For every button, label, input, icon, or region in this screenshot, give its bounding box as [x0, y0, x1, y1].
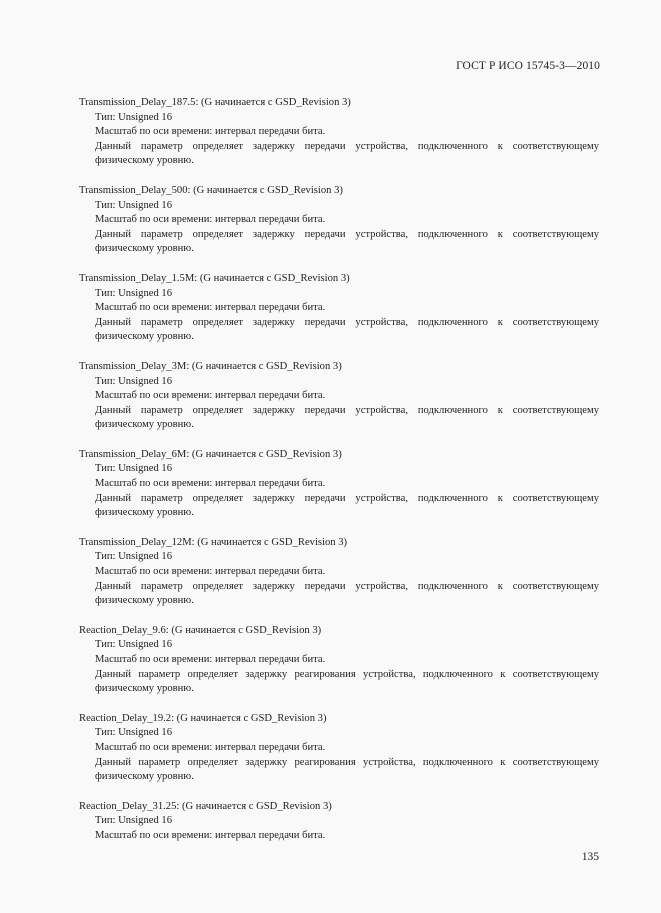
parameter-description: Данный параметр определяет задержку реагирования устройства, подключенного к соответствующему [95, 668, 599, 680]
parameter-title: Transmission_Delay_12M: (G начинается с GSD_Revision 3) [79, 536, 348, 548]
parameter-type: Тип: Unsigned 16 [95, 551, 172, 563]
parameter-description: Данный параметр определяет задержку передачи устройства, подключенного к соответствующему [95, 228, 599, 240]
parameter-entry [79, 96, 599, 169]
parameter-scale: Масштаб по оси времени: интервал передачи бита. [95, 302, 326, 314]
parameter-entry [79, 536, 599, 609]
parameter-scale: Масштаб по оси времени: интервал передачи бита. [95, 478, 326, 490]
parameter-scale: Масштаб по оси времени: интервал передачи бита. [95, 566, 326, 578]
parameter-type: Тип: Unsigned 16 [95, 111, 172, 123]
parameter-type: Тип: Unsigned 16 [95, 727, 172, 739]
parameter-description-cont: физическому уровню. [95, 331, 194, 343]
parameter-entry [79, 448, 599, 521]
parameter-entry [79, 184, 599, 257]
parameter-description-cont: физическому уровню. [95, 683, 194, 695]
parameter-entry [79, 272, 599, 345]
parameter-list [79, 96, 599, 859]
parameter-title: Reaction_Delay_31.25: (G начинается с GSD_Revision 3) [79, 800, 332, 812]
parameter-scale: Масштаб по оси времени: интервал передачи бита. [95, 214, 326, 226]
parameter-scale: Масштаб по оси времени: интервал передачи бита. [95, 654, 326, 665]
parameter-entry [79, 712, 599, 785]
parameter-title: Transmission_Delay_1.5M: (G начинается с GSD_Revision 3) [79, 272, 350, 284]
parameter-title: Transmission_Delay_500: (G начинается с GSD_Revision 3) [79, 184, 343, 196]
parameter-type: Тип: Unsigned 16 [95, 287, 172, 299]
parameter-type: Тип: Unsigned 16 [95, 463, 172, 475]
parameter-type: Тип: Unsigned 16 [95, 199, 172, 211]
parameter-description-cont: физическому уровню. [95, 155, 194, 167]
parameter-scale: Масштаб по оси времени: интервал передачи бита. [95, 829, 326, 841]
parameter-description: Данный параметр определяет задержку передачи устройства, подключенного к соответствующему [95, 316, 599, 328]
parameter-title: Transmission_Delay_6M: (G начинается с GSD_Revision 3) [79, 448, 342, 460]
parameter-description-cont: физическому уровню. [95, 243, 194, 255]
parameter-entry [79, 624, 599, 697]
parameter-description-cont: физическому уровню. [95, 419, 194, 431]
parameter-scale: Масштаб по оси времени: интервал передачи бита. [95, 741, 326, 753]
parameter-title: Transmission_Delay_187.5: (G начинается с GSD_Revision 3) [79, 97, 351, 108]
parameter-scale: Масштаб по оси времени: интервал передачи бита. [95, 126, 326, 138]
parameter-description: Данный параметр определяет задержку передачи устройства, подключенного к соответствующему [95, 492, 599, 504]
parameter-description: Данный параметр определяет задержку передачи устройства, подключенного к соответствующему [95, 580, 599, 592]
parameter-entry [79, 800, 599, 844]
parameter-type: Тип: Unsigned 16 [95, 375, 172, 387]
page-number: 135 [581, 851, 599, 863]
parameter-description: Данный параметр определяет задержку передачи устройства, подключенного к соответствующему [95, 404, 599, 416]
parameter-entry [79, 360, 599, 433]
parameter-title: Reaction_Delay_19.2: (G начинается с GSD_Revision 3) [79, 712, 327, 724]
parameter-description-cont: физическому уровню. [95, 507, 194, 519]
parameter-type: Тип: Unsigned 16 [95, 815, 172, 827]
parameter-title: Reaction_Delay_9.6: (G начинается с GSD_Revision 3) [79, 624, 322, 636]
parameter-description-cont: физическому уровню. [95, 595, 194, 607]
parameter-type: Тип: Unsigned 16 [95, 639, 172, 651]
parameter-description: Данный параметр определяет задержку реагирования устройства, подключенного к соответствующему [95, 756, 599, 768]
parameter-title: Transmission_Delay_3M: (G начинается с GSD_Revision 3) [79, 360, 342, 372]
parameter-scale: Масштаб по оси времени: интервал передачи бита. [95, 390, 326, 402]
parameter-description-cont: физическому уровню. [95, 771, 194, 783]
parameter-description: Данный параметр определяет задержку передачи устройства, подключенного к соответствующему [95, 140, 599, 152]
document-header: ГОСТ Р ИСО 15745-3—2010 [456, 60, 600, 72]
